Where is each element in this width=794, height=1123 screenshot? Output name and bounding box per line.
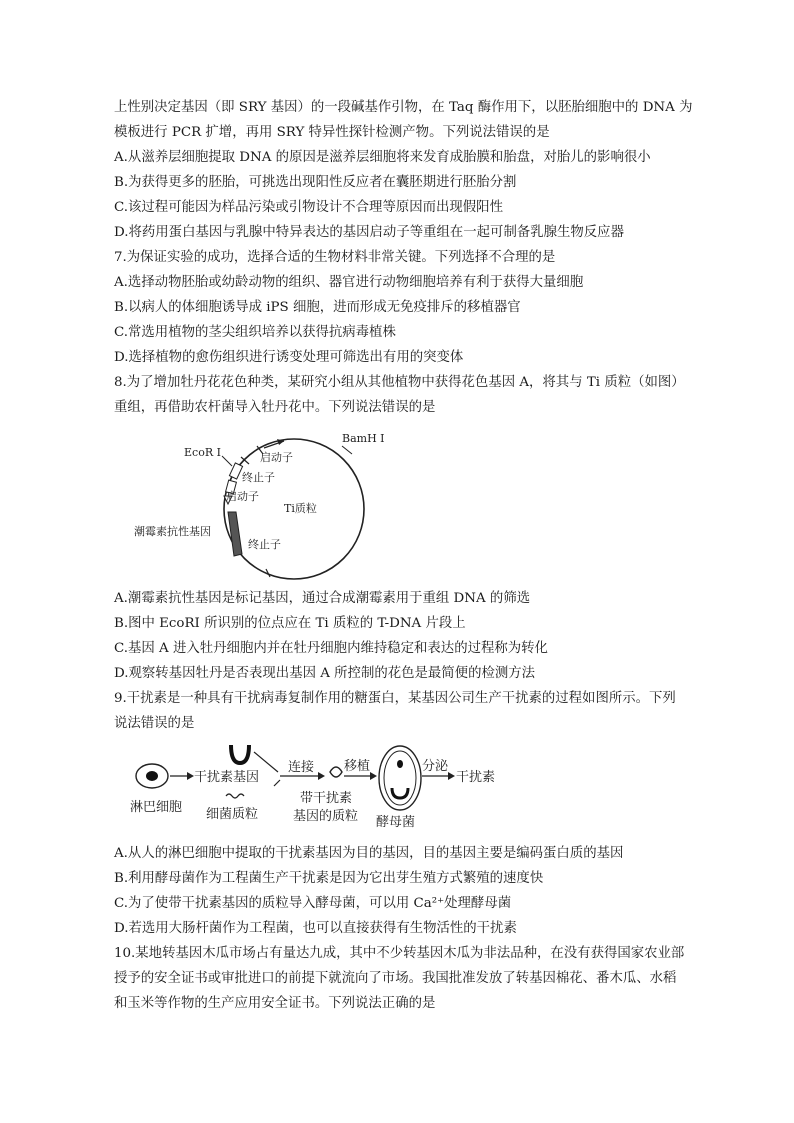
ecori-label: EcoR I — [184, 446, 221, 459]
terminator-label-2: 终止子 — [248, 538, 281, 551]
option-c-q8: C.基因 A 进入牡丹细胞内并在牡丹细胞内维持稳定和表达的过程称为转化 — [114, 641, 548, 656]
recomb-label-1: 带干扰素 — [300, 791, 353, 806]
question-10-cont: 和玉米等作物的生产应用安全证书。下列说法正确的是 — [114, 996, 436, 1011]
option-c-q7: C.常选用植物的茎尖组织培养以获得抗病毒植株 — [114, 325, 396, 340]
transplant-label: 移植 — [344, 759, 371, 774]
terminator-label-1: 终止子 — [242, 471, 275, 484]
option-a-q8: A.潮霉素抗性基因是标记基因，通过合成潮霉素用于重组 DNA 的筛选 — [114, 591, 531, 606]
question-9-cont: 说法错误的是 — [114, 716, 195, 731]
promoter-label-2: 启动子 — [226, 490, 259, 503]
resistance-gene-segment — [228, 512, 242, 556]
option-a-q7: A.选择动物胚胎或幼龄动物的组织、器官进行动物细胞培养有利于获得大量细胞 — [114, 275, 584, 290]
option-d-q9: D.若选用大肠杆菌作为工程菌，也可以直接获得有生物活性的干扰素 — [114, 921, 517, 936]
secrete-label: 分泌 — [422, 759, 449, 774]
option-d-q7: D.选择植物的愈伤组织进行诱变处理可筛选出有用的突变体 — [114, 350, 464, 365]
resistance-gene-label: 潮霉素抗性基因 — [134, 525, 211, 538]
bacterial-plasmid-icon — [226, 794, 244, 798]
option-c-q9: C.为了使带干扰素基因的质粒导入酵母菌，可以用 Ca²⁺处理酵母菌 — [114, 896, 512, 911]
ti-plasmid-diagram — [114, 424, 414, 584]
option-a-q9: A.从人的淋巴细胞中提取的干扰素基因为目的基因，目的基因主要是编码蛋白质的基因 — [114, 846, 624, 861]
promoter-label-1: 启动子 — [260, 451, 293, 464]
option-a-q6: A.从滋养层细胞提取 DNA 的原因是滋养层细胞将来发育成胎膜和胎盘，对胎儿的影响很小 — [114, 150, 651, 165]
recomb-label-2: 基因的质粒 — [293, 809, 359, 824]
text-line: 上性别决定基因（即 SRY 基因）的一段碱基作引物，在 Taq 酶作用下，以胚胎细胞中的 DNA 为 — [114, 100, 693, 115]
bamhi-label: BamH I — [342, 432, 385, 445]
option-b-q9: B.利用酵母菌作为工程菌生产干扰素是因为它出芽生殖方式繁殖的速度快 — [114, 871, 544, 886]
question-7: 7.为保证实验的成功，选择合适的生物材料非常关键。下列选择不合理的是 — [114, 250, 556, 265]
yeast-label: 酵母菌 — [376, 815, 416, 830]
option-d-q6: D.将药用蛋白基因与乳腺中特异表达的基因启动子等重组在一起可制备乳腺生物反应器 — [114, 225, 624, 240]
question-8: 8.为了增加牡丹花花色种类，某研究小组从其他植物中获得花色基因 A，将其与 Ti 质粒（如图） — [114, 375, 685, 390]
bact-plasmid-label: 细菌质粒 — [206, 807, 259, 822]
text-line: 模板进行 PCR 扩增，再用 SRY 特异性探针检测产物。下列说法错误的是 — [114, 125, 550, 140]
connect-label: 连接 — [288, 760, 315, 775]
lymph-cell-label: 淋巴细胞 — [130, 800, 183, 815]
interferon-flow-diagram — [130, 738, 520, 836]
option-b-q6: B.为获得更多的胚胎，可挑选出现阳性反应者在囊胚期进行胚胎分割 — [114, 175, 517, 190]
interferon-product-label: 干扰素 — [456, 770, 496, 785]
question-8-cont: 重组，再借助农杆菌导入牡丹花中。下列说法错误的是 — [114, 400, 436, 415]
option-b-q8: B.图中 EcoRI 所识别的位点应在 Ti 质粒的 T-DNA 片段上 — [114, 616, 466, 631]
yeast-cell-icon — [379, 746, 421, 810]
question-10-cont: 授予的安全证书或审批进口的前提下就流向了市场。我国批准发放了转基因棉花、番木瓜、水稻 — [114, 971, 677, 986]
option-b-q7: B.以病人的体细胞诱导成 iPS 细胞，进而形成无免疫排斥的移植器官 — [114, 300, 521, 315]
option-d-q8: D.观察转基因牡丹是否表现出基因 A 所控制的花色是最简便的检测方法 — [114, 666, 536, 681]
plasmid-name: Ti质粒 — [284, 502, 317, 515]
option-c-q6: C.该过程可能因为样品污染或引物设计不合理等原因而出现假阳性 — [114, 200, 503, 215]
gene-fragment-icon — [231, 745, 249, 763]
question-9: 9.干扰素是一种具有干扰病毒复制作用的糖蛋白，某基因公司生产干扰素的过程如图所示。下列 — [114, 691, 676, 706]
ifn-gene-label: 干扰素基因 — [194, 770, 260, 785]
question-10: 10.某地转基因木瓜市场占有量达九成，其中不少转基因木瓜为非法品种，在没有获得国家农业部 — [114, 946, 685, 961]
